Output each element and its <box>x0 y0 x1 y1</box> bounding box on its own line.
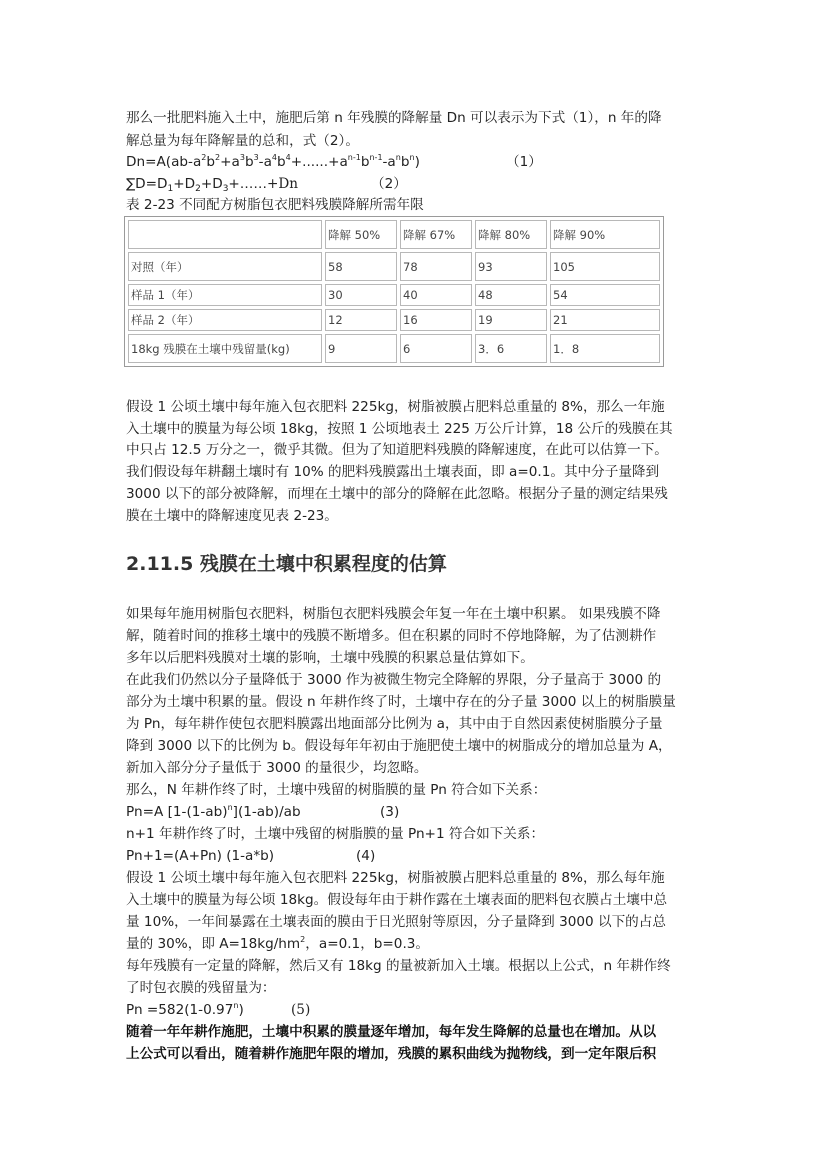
table-cell: 6 <box>400 334 472 363</box>
paragraph-2-line: 为 Pn，每年耕作使包衣肥料膜露出地面部分比例为 a，其中由于自然因素使树脂膜分子量 <box>126 716 663 732</box>
table-header-cell: 降解 67% <box>400 220 472 249</box>
equation-4-number: (4) <box>356 848 376 864</box>
intro-line-2: 解总量为每年降解量的总和，式（2）。 <box>126 133 359 149</box>
paragraph-2-line: 在此我们仍然以分子量降低于 3000 作为被微生物完全降解的界限，分子量高于 3000 的 <box>126 672 662 688</box>
paragraph-2-line: 解，随着时间的推移土壤中的残膜不断增多。但在积累的同时不停地降解，为了估测耕作 <box>126 628 657 644</box>
paragraph-3-line: 入土壤中的膜量为每公顷 18kg。假设每年由于耕作露在土壤表面的肥料包衣膜占土壤中总 <box>126 892 668 908</box>
equation-4: Pn+1=(A+Pn) (1-a*b) (4) <box>126 848 376 864</box>
equation-5: $Pn =582(1-0.97^n)$ (5) <box>126 1001 311 1018</box>
paragraph-5-line: 上公式可以看出，随着耕作施肥年限的增加，残膜的累积曲线为抛物线，到一定年限后积 <box>126 1046 657 1062</box>
table-row <box>128 284 660 306</box>
equation-3-number: (3) <box>380 804 400 820</box>
table-cell: 样品 2（年） <box>128 309 322 331</box>
table-cell: 16 <box>400 309 472 331</box>
equation-1-number: （1） <box>506 154 542 170</box>
paragraph-2-line: 如果每年施用树脂包衣肥料，树脂包衣肥料残膜会年复一年在土壤中积累。 如果残膜不降 <box>126 606 661 622</box>
table-cell: 21 <box>550 309 660 331</box>
paragraph-1-line: 我们假设每年耕翻土壤时有 10% 的肥料残膜露出土壤表面，即 a=0.1。其中分子量降到 <box>126 464 660 480</box>
table-row <box>128 252 660 281</box>
table-cell: 12 <box>325 309 397 331</box>
paragraph-2-line: 那么，N 年耕作终了时，土壤中残留的树脂膜的量 Pn 符合如下关系： <box>126 782 547 798</box>
table-header-cell: 降解 50% <box>325 220 397 249</box>
table-cell: 1．8 <box>550 334 660 363</box>
equation-2: $\sum D=D_1+D_2+D_3+\dots\dots+Dn$ （2） <box>126 176 407 194</box>
table-cell: 48 <box>475 284 547 306</box>
paragraph-2-line: 部分为土壤中积累的量。假设 n 年耕作终了时，土壤中存在的分子量 3000 以上的树脂膜量 <box>126 694 676 710</box>
paragraph-1-line: 假设 1 公顷土壤中每年施入包衣肥料 225kg，树脂被膜占肥料总重量的 8%，那么一年施 <box>126 399 665 415</box>
table-cell: 9 <box>325 334 397 363</box>
paragraph-3-line: 量 10%，一年间暴露在土壤表面的膜由于日光照射等原因，分子量降到 3000 以下的占总 <box>126 914 666 930</box>
paragraph-4-line: 每年残膜有一定量的降解，然后又有 18kg 的量被新加入土壤。根据以上公式，n 年耕作终 <box>126 958 671 974</box>
equation-2-number: （2） <box>371 176 407 192</box>
equation-3: Pn=A $[1-(1-ab)^n](1-ab)/ab$ (3) <box>126 803 400 820</box>
table-caption: 表 2-23 不同配方树脂包衣肥料残膜降解所需年限 <box>126 197 424 213</box>
equation-1: $Dn=A(ab-a^2b^2+a^3b^3-a^4b^4+......+a^{n-1}b^{n-1}-a^nb^n)$ （1） <box>126 153 542 170</box>
table-cell: 58 <box>325 252 397 281</box>
table-cell: 30 <box>325 284 397 306</box>
paragraph-3-line: 假设 1 公顷土壤中每年施入包衣肥料 225kg，树脂被膜占肥料总重量的 8%，那么每年施 <box>126 870 665 886</box>
table-cell: 样品 1（年） <box>128 284 322 306</box>
paragraph-2-line: 降到 3000 以下的比例为 b。假设每年年初由于施肥使土壤中的树脂成分的增加总量为 A， <box>126 738 672 754</box>
table-cell: 78 <box>400 252 472 281</box>
table-header-row <box>128 220 660 249</box>
table-header-cell <box>128 220 322 249</box>
degradation-table <box>124 216 664 367</box>
paragraph-1-line: 膜在土壤中的降解速度见表 2-23。 <box>126 508 338 524</box>
table-header-cell: 降解 80% <box>475 220 547 249</box>
paragraph-1-line: 入土壤中的膜量为每公顷 18kg，按照 1 公顷地表土 225 万公斤计算，18 公斤的残膜在其 <box>126 421 673 437</box>
table-row <box>128 309 660 331</box>
table-cell: 54 <box>550 284 660 306</box>
table-header-cell: 降解 90% <box>550 220 660 249</box>
section-heading: 2.11.5 残膜在土壤中积累程度的估算 <box>126 553 447 575</box>
table-cell: 18kg 残膜在土壤中残留量(kg) <box>128 334 322 363</box>
table-cell: 93 <box>475 252 547 281</box>
table-cell: 对照（年） <box>128 252 322 281</box>
paragraph-5-line: 随着一年年耕作施肥，土壤中积累的膜量逐年增加，每年发生降解的总量也在增加。从以 <box>126 1024 657 1040</box>
paragraph-1-line: 3000 以下的部分被降解，而埋在土壤中的部分的降解在此忽略。根据分子量的测定结果残 <box>126 486 668 502</box>
table-cell: 40 <box>400 284 472 306</box>
equation-5-number: (5) <box>291 1002 311 1018</box>
paragraph-2-line: 新加入部分分子量低于 3000 的量很少，均忽略。 <box>126 760 428 776</box>
intro-line-1: 那么一批肥料施入土中，施肥后第 n 年残膜的降解量 Dn 可以表示为下式（1），n 年的降 <box>126 110 662 126</box>
table-cell: 3．6 <box>475 334 547 363</box>
paragraph-n1-line: n+1 年耕作终了时，土壤中残留的树脂膜的量 Pn+1 符合如下关系： <box>126 826 545 842</box>
table-cell: 19 <box>475 309 547 331</box>
table-cell: 105 <box>550 252 660 281</box>
paragraph-4-line: 了时包衣膜的残留量为： <box>126 980 276 996</box>
paragraph-3-line: 量的 30%，即 $A=18kg/hm^2$，a=0.1，b=0.3。 <box>126 935 430 952</box>
table-row <box>128 334 660 363</box>
paragraph-1-line: 中只占 12.5 万分之一，微乎其微。但为了知道肥料残膜的降解速度，在此可以估算一下。 <box>126 442 668 458</box>
paragraph-2-line: 多年以后肥料残膜对土壤的影响，土壤中残膜的积累总量估算如下。 <box>126 650 534 666</box>
